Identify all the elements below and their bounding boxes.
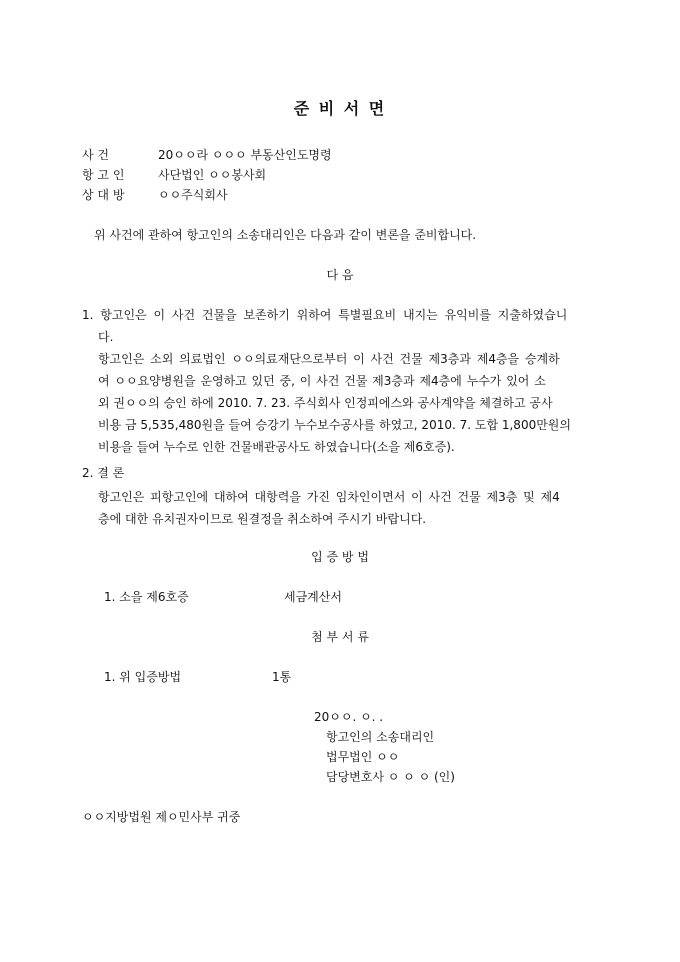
section-1-line: 비용을 들여 누수로 인한 건물배관공사도 하였습니다(소을 제6호증). (98, 440, 455, 454)
section-1 (82, 304, 602, 458)
signature-attorney: 담당변호사 ㅇ ㅇ ㅇ (인) (326, 770, 455, 784)
opponent-label: 상 대 방 (82, 188, 125, 202)
section-1-line: 여 ㅇㅇ요양병원을 운영하고 있던 중, 이 사건 건물 제3층과 제4층에 누수가 있어 소 (98, 374, 546, 388)
opponent-value: ㅇㅇ주식회사 (158, 188, 228, 202)
section-1-line: 1. 항고인은 이 사건 건물을 보존하기 위하여 특별필요비 내지는 유익비를 지출하였습니 (82, 308, 568, 322)
evidence-item-value: 세금계산서 (284, 590, 342, 604)
court-addressee: ㅇㅇ지방법원 제ㅇ민사부 귀중 (82, 810, 241, 824)
case-label: 사 건 (82, 148, 109, 162)
appellant-value: 사단법인 ㅇㅇ봉사회 (158, 168, 267, 182)
heading-da-eum: 다 음 (326, 268, 354, 282)
section-1-line: 외 권ㅇㅇ의 승인 하에 2010. 7. 23. 주식회사 인정피에스와 공사계약을 체결하고 공사 (98, 396, 553, 410)
section-2-line: 항고인은 피항고인에 대하여 대항력을 가진 임차인이면서 이 사건 건물 제3층 및 제4 (98, 490, 560, 504)
section-2-heading: 2. 결 론 (82, 466, 125, 480)
signature-date: 20ㅇㅇ. ㅇ. . (314, 710, 384, 724)
signature-representative: 항고인의 소송대리인 (326, 730, 435, 744)
section-1-line: 다. (98, 330, 114, 344)
case-value: 20ㅇㅇ라 ㅇㅇㅇ 부동산인도명령 (158, 148, 332, 162)
attachments-heading: 첨 부 서 류 (311, 630, 369, 644)
section-1-line: 항고인은 소외 의료법인 ㅇㅇ의료재단으로부터 이 사건 건물 제3층과 제4층을 승계하 (98, 352, 560, 366)
evidence-item-label: 1. 소을 제6호증 (104, 590, 189, 604)
document-title: 준 비 서 면 (293, 99, 387, 118)
section-2 (82, 486, 602, 530)
appellant-label: 항 고 인 (82, 168, 125, 182)
intro-text: 위 사건에 관하여 항고인의 소송대리인은 다음과 같이 변론을 준비합니다. (94, 228, 477, 242)
evidence-heading: 입 증 방 법 (311, 550, 369, 564)
section-1-line: 비용 금 5,535,480원을 들여 승강기 누수보수공사를 하였고, 2010. 7. 도합 1,800만원의 (98, 418, 571, 432)
section-2-line: 층에 대한 유치권자이므로 원결정을 취소하여 주시기 바랍니다. (98, 512, 427, 526)
attachment-item-value: 1통 (272, 670, 292, 684)
attachment-item-label: 1. 위 입증방법 (104, 670, 182, 684)
signature-law-firm: 법무법인 ㅇㅇ (326, 750, 400, 764)
